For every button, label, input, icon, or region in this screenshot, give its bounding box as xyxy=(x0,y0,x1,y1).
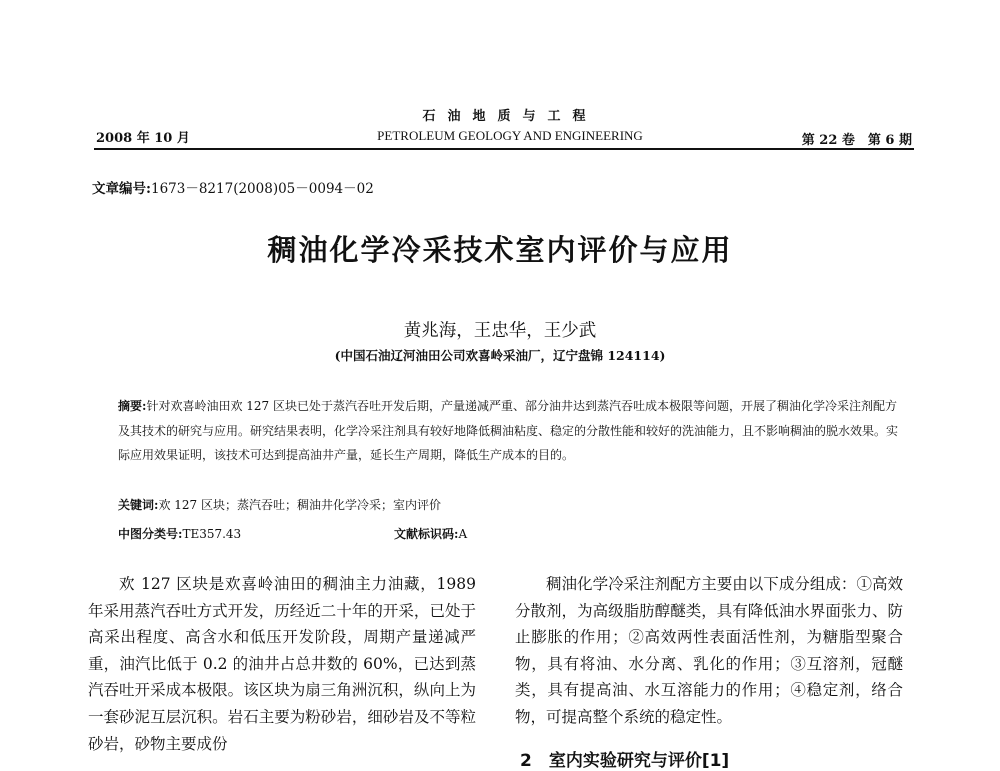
abstract-label: 摘要: xyxy=(118,399,147,413)
paper-title: 稠油化学冷采技术室内评价与应用 xyxy=(267,233,733,267)
keywords xyxy=(118,496,441,513)
keywords-text: 欢 127 区块；蒸汽吞吐；稠油井化学冷采；室内评价 xyxy=(158,498,441,512)
clc-value: TE357.43 xyxy=(182,527,242,541)
abstract xyxy=(118,394,908,468)
issue-date: 2008 年 10 月 xyxy=(96,131,190,146)
journal-title-english: PETROLEUM GEOLOGY AND ENGINEERING xyxy=(377,128,643,143)
document-code xyxy=(394,525,467,542)
affiliation: (中国石油辽河油田公司欢喜岭采油厂，辽宁盘锦 124114) xyxy=(334,348,666,363)
article-number xyxy=(92,177,374,197)
header-rule xyxy=(94,148,914,150)
section-heading: 2 室内实验研究与评价[1] xyxy=(520,751,730,771)
volume-issue: 第 22 卷 第 6 期 xyxy=(801,133,912,148)
article-number-label: 文章编号: xyxy=(92,181,151,197)
abstract-text: 针对欢喜岭油田欢 127 区块已处于蒸汽吞吐开发后期，产量递减严重、部分油井达到蒸汽吞吐成本极限等问题，开展了稠油化学冷采注剂配方及其技术的研究与应用。研究结果表明，化学冷采注剂具有较好地降低稠油粘度、稳定的分散性能和较好的洗油能力，且不影响稠油的脱水效果。实际应用效果证明，该技术可达到提高油井产量，延长生产周期，降低生产成本的目的。 xyxy=(118,399,899,462)
document-code-label: 文献标识码: xyxy=(394,527,459,541)
keywords-label: 关键词: xyxy=(118,498,159,512)
body-right-column: 稠油化学冷采注剂配方主要由以下成分组成：①高效分散剂，为高级脂肪醇醚类，具有降低油水界面张力、防止膨胀的作用；②高效两性表面活性剂，为糖脂型聚合物，具有将油、水分离、乳化的作用；③互溶剂，冠醚类，具有提高油、水互溶能力的作用；④稳定剂，络合物，可提高整个系统的稳定性。 xyxy=(515,575,903,726)
clc-label: 中图分类号: xyxy=(118,527,183,541)
body-left-column: 欢 127 区块是欢喜岭油田的稠油主力油藏，1989 年采用蒸汽吞吐方式开发，历经近二十年的开采，已处于高采出程度、高含水和低压开发阶段，周期产量递减严重，油汽比低于 0.2 的油井占总井数的 60%，已达到蒸汽吞吐开采成本极限。该区块为扇三角洲沉积，纵向上为一套砂泥互层沉积。岩石主要为粉砂岩，细砂岩及不等粒砂岩，砂物主要成份 xyxy=(88,575,476,753)
clc-number xyxy=(118,525,241,542)
journal-title-chinese: 石油地质与工程 xyxy=(422,109,598,124)
authors: 黄兆海，王忠华，王少武 xyxy=(403,321,597,341)
document-code-value: A xyxy=(458,527,468,541)
article-number-value: 1673－8217(2008)05－0094－02 xyxy=(150,181,374,197)
